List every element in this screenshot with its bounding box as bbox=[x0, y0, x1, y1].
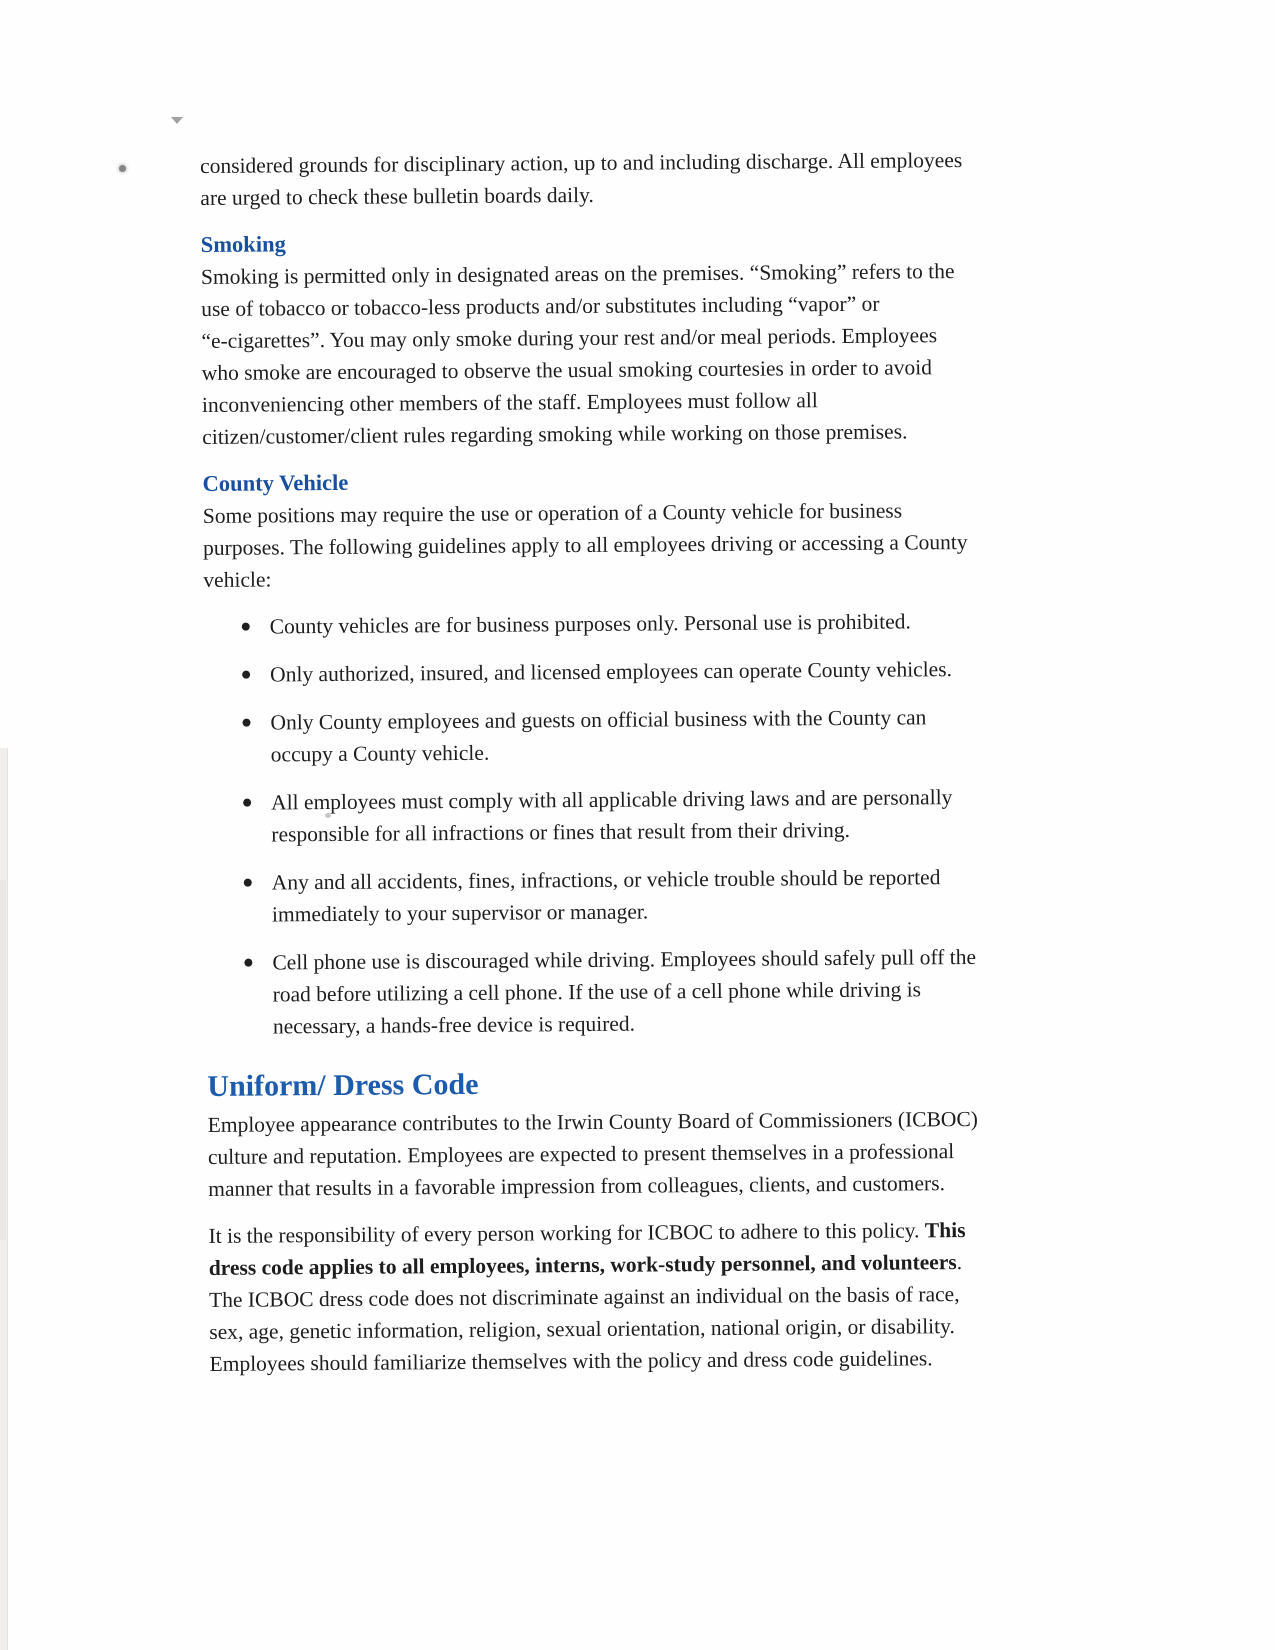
bullet-text: Only authorized, insured, and licensed employees can operate County vehicles. bbox=[270, 657, 953, 687]
section-heading-county-vehicle: County Vehicle bbox=[202, 469, 349, 496]
section-heading-smoking: Smoking bbox=[200, 231, 286, 257]
list-item bbox=[205, 780, 1085, 851]
bullet-text: Only County employees and guests on official business with the County can occupy a County vehicle. bbox=[270, 705, 927, 767]
list-item bbox=[206, 940, 1087, 1043]
dress-code-policy-bold-run: This dress code applies to all employees, interns, work-study personnel, and volunteers bbox=[208, 1218, 966, 1280]
list-item bbox=[204, 700, 1084, 771]
scan-edge-band-dark bbox=[0, 880, 6, 1240]
paragraph-county-vehicle: Some positions may require the use or operation of a County vehicle for business purposes. The following guidelines apply to all employees driving or accessing a County vehicle: bbox=[202, 498, 968, 592]
list-item bbox=[204, 652, 1084, 691]
dress-code-policy-normal-run: It is the responsibility of every person working for ICBOC to adhere to this policy. bbox=[208, 1218, 925, 1248]
list-item bbox=[204, 604, 1084, 643]
county-vehicle-bullet-list bbox=[204, 604, 1087, 1043]
bullet-icon bbox=[242, 671, 250, 679]
paragraph-smoking: Smoking is permitted only in designated areas on the premises. “Smoking” refers to the use of tobacco or tobacco-less products and/or substitutes including “vapor” or “e-cigarettes”. You may only smoke during your rest and/or meal periods. Employees who smoke are encouraged to observe the usual smoking courtesies in order to avoid inconveniencing other members of the staff. Employees must follow all citizen/customer/client rules regarding smoking while working on those premises. bbox=[200, 259, 955, 449]
bullet-icon bbox=[242, 719, 250, 727]
bullet-text: County vehicles are for business purposes only. Personal use is prohibited. bbox=[269, 609, 911, 639]
bullet-text: All employees must comply with all applicable driving laws and are personally responsible for all infractions or fines that result from their driving. bbox=[271, 785, 953, 847]
scan-artifact-dot bbox=[119, 165, 126, 172]
page-content bbox=[200, 143, 1090, 1395]
bullet-icon bbox=[243, 799, 251, 807]
bullet-text: Any and all accidents, fines, infractions, or vehicle trouble should be reported immediately to your supervisor or manager. bbox=[271, 865, 941, 927]
scan-artifact-arrow-icon bbox=[171, 117, 183, 124]
bullet-text: Cell phone use is discouraged while driving. Employees should safely pull off the road before utilizing a cell phone. If the use of a cell phone while driving is necessary, a hands-free device is required. bbox=[272, 944, 977, 1039]
bullet-icon bbox=[242, 623, 250, 631]
dress-code-policy-normal-run-2: . The ICBOC dress code does not discriminate against an individual on the basis of race, sex, age, genetic information, religion, sexual orientation, national origin, or disability. Employees should familiarize themselves with the policy and dress code guidelines. bbox=[208, 1250, 963, 1376]
bullet-icon bbox=[244, 959, 252, 967]
paragraph-bulletin-continuation: considered grounds for disciplinary action, up to and including discharge. All employees are urged to check these bulletin boards daily. bbox=[200, 148, 963, 210]
paragraph-dress-code-policy bbox=[208, 1213, 1089, 1380]
section-heading-uniform-dress-code: Uniform/ Dress Code bbox=[207, 1067, 479, 1103]
paragraph-dress-code-appearance: Employee appearance contributes to the Irwin County Board of Commissioners (ICBOC) culture and reputation. Employees are expected to present themselves in a professional manner that results in a favorable impression from colleagues, clients, and customers. bbox=[207, 1106, 978, 1201]
list-item bbox=[206, 860, 1086, 931]
bullet-icon bbox=[244, 879, 252, 887]
